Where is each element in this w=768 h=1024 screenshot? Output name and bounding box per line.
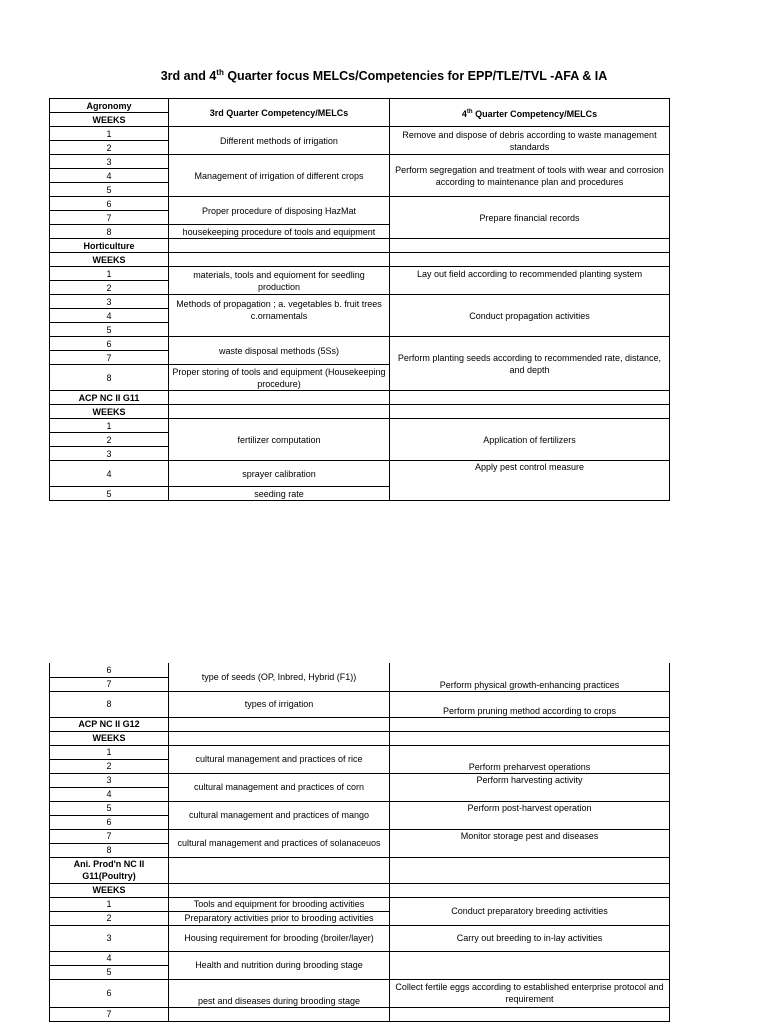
- melcs-table-part2: [49, 663, 670, 1022]
- competency-cell: housekeeping procedure of tools and equipment: [169, 225, 390, 239]
- competency-cell: Management of irrigation of different crops: [169, 155, 390, 197]
- week-cell: 2: [50, 759, 169, 773]
- competency-cell: Perform harvesting activity: [390, 773, 670, 801]
- competency-cell: Remove and dispose of debris according to waste management standards: [390, 127, 670, 155]
- title-text: 3rd and 4: [160, 69, 217, 84]
- week-cell: 5: [50, 965, 169, 979]
- competency-cell: Perform preharvest operations: [390, 745, 670, 773]
- week-cell: 6: [50, 815, 169, 829]
- week-cell: 8: [50, 691, 169, 717]
- week-cell: 3: [50, 773, 169, 787]
- competency-cell: sprayer calibration: [169, 461, 390, 487]
- competency-cell: seeding rate: [169, 487, 390, 501]
- weeks-label: WEEKS: [50, 883, 169, 897]
- week-cell: 8: [50, 365, 169, 391]
- weeks-label: WEEKS: [50, 253, 169, 267]
- week-cell: 5: [50, 801, 169, 815]
- competency-cell: Perform segregation and treatment of tools with wear and corrosion according to maintenance plan and procedures: [390, 155, 670, 197]
- competency-cell: Monitor storage pest and diseases: [390, 829, 670, 857]
- week-cell: 2: [50, 141, 169, 155]
- week-cell: 7: [50, 1007, 169, 1021]
- col2-header: 3rd Quarter Competency/MELCs: [169, 99, 390, 127]
- competency-cell: Different methods of irrigation: [169, 127, 390, 155]
- week-cell: 1: [50, 897, 169, 911]
- weeks-label: WEEKS: [50, 405, 169, 419]
- competency-cell: fertilizer computation: [169, 419, 390, 461]
- competency-cell: Proper procedure of disposing HazMat: [169, 197, 390, 225]
- week-cell: 4: [50, 461, 169, 487]
- competency-cell: cultural management and practices of solanaceuos: [169, 829, 390, 857]
- week-cell: 1: [50, 419, 169, 433]
- week-cell: 6: [50, 197, 169, 211]
- competency-cell: waste disposal methods (5Ss): [169, 337, 390, 365]
- competency-cell: Methods of propagation ; a. vegetables b. fruit trees c.ornamentals: [169, 295, 390, 337]
- week-cell: 6: [50, 979, 169, 1007]
- week-cell: 2: [50, 433, 169, 447]
- week-cell: 7: [50, 829, 169, 843]
- week-cell: 5: [50, 183, 169, 197]
- weeks-label: WEEKS: [50, 113, 169, 127]
- competency-cell: Prepare financial records: [390, 197, 670, 239]
- competency-cell: Tools and equipment for brooding activities: [169, 897, 390, 911]
- week-cell: 6: [50, 337, 169, 351]
- week-cell: 1: [50, 267, 169, 281]
- title-sup: th: [216, 68, 224, 77]
- week-cell: 5: [50, 487, 169, 501]
- section-agronomy: Agronomy: [50, 99, 169, 113]
- competency-cell: cultural management and practices of corn: [169, 773, 390, 801]
- week-cell: 4: [50, 951, 169, 965]
- section-acp-g12: ACP NC II G12: [50, 717, 169, 731]
- col3-header: 4th Quarter Competency/MELCs: [390, 99, 670, 127]
- competency-cell: Perform physical growth-enhancing practices: [390, 663, 670, 691]
- section-animal-production: Ani. Prod'n NC II G11(Poultry): [50, 857, 169, 883]
- competency-cell: Conduct propagation activities: [390, 295, 670, 337]
- competency-cell: types of irrigation: [169, 691, 390, 717]
- competency-cell: Proper storing of tools and equipment (Housekeeping procedure): [169, 365, 390, 391]
- week-cell: 4: [50, 169, 169, 183]
- competency-cell: Collect fertile eggs according to established enterprise protocol and requirement: [390, 979, 670, 1007]
- week-cell: 8: [50, 225, 169, 239]
- week-cell: 6: [50, 663, 169, 677]
- competency-cell: cultural management and practices of mango: [169, 801, 390, 829]
- week-cell: 7: [50, 211, 169, 225]
- competency-cell: Apply pest control measure: [390, 461, 670, 501]
- competency-cell: Carry out breeding to in-lay activities: [390, 925, 670, 951]
- melcs-table-part1: [49, 98, 670, 501]
- competency-cell: Conduct preparatory breeding activities: [390, 897, 670, 925]
- competency-cell: Housing requirement for brooding (broiler/layer): [169, 925, 390, 951]
- week-cell: 4: [50, 787, 169, 801]
- competency-cell: Perform pruning method according to crops: [390, 691, 670, 717]
- week-cell: 3: [50, 447, 169, 461]
- competency-cell: Application of fertilizers: [390, 419, 670, 461]
- week-cell: 2: [50, 911, 169, 925]
- week-cell: 7: [50, 351, 169, 365]
- week-cell: 2: [50, 281, 169, 295]
- competency-cell: Health and nutrition during brooding stage: [169, 951, 390, 979]
- competency-cell: cultural management and practices of rice: [169, 745, 390, 773]
- competency-cell: type of seeds (OP, Inbred, Hybrid (F1)): [169, 663, 390, 691]
- week-cell: 5: [50, 323, 169, 337]
- competency-cell: Preparatory activities prior to brooding activities: [169, 911, 390, 925]
- weeks-label: WEEKS: [50, 731, 169, 745]
- week-cell: 7: [50, 677, 169, 691]
- section-acp-g11: ACP NC II G11: [50, 391, 169, 405]
- week-cell: 1: [50, 127, 169, 141]
- competency-cell: Perform planting seeds according to recommended rate, distance, and depth: [390, 337, 670, 391]
- competency-cell: Lay out field according to recommended planting system: [390, 267, 670, 295]
- week-cell: 3: [50, 925, 169, 951]
- competency-cell: pest and diseases during brooding stage: [169, 979, 390, 1007]
- week-cell: 3: [50, 155, 169, 169]
- week-cell: 1: [50, 745, 169, 759]
- competency-cell: materials, tools and equioment for seedling production: [169, 267, 390, 295]
- week-cell: 4: [50, 309, 169, 323]
- competency-cell: Perform post-harvest operation: [390, 801, 670, 829]
- week-cell: 3: [50, 295, 169, 309]
- week-cell: 8: [50, 843, 169, 857]
- page-title: [0, 68, 768, 83]
- title-text-rest: Quarter focus MELCs/Competencies for EPP/TLE/TVL -AFA & IA: [223, 69, 608, 84]
- section-horticulture: Horticulture: [50, 239, 169, 253]
